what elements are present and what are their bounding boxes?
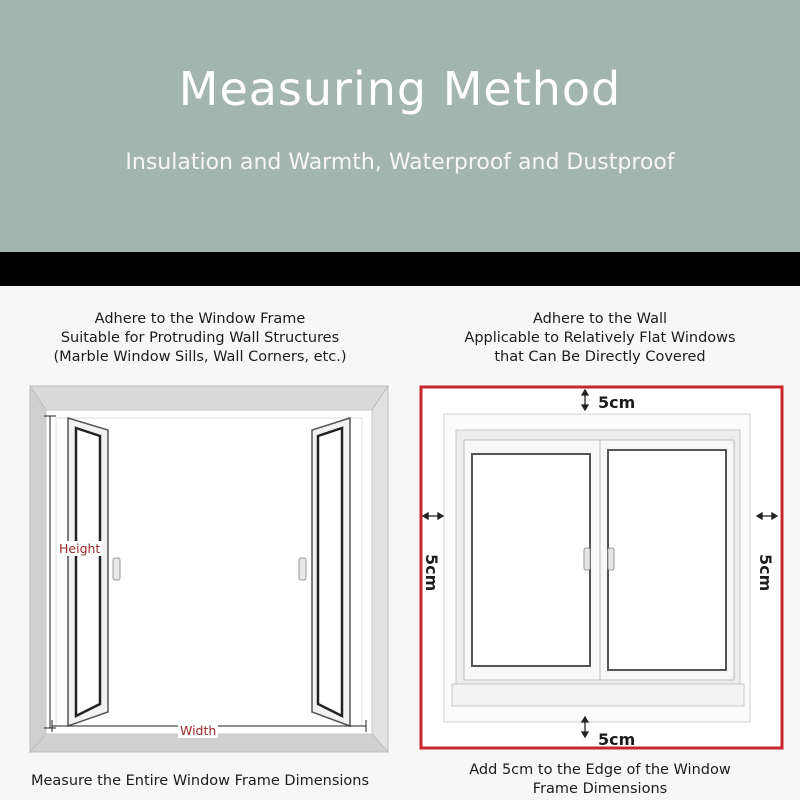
sliding-window-illustration bbox=[400, 384, 800, 764]
wall-method-footer bbox=[400, 761, 800, 799]
frame-method-panel bbox=[0, 286, 400, 800]
header-banner bbox=[0, 0, 800, 252]
wall-method-header bbox=[400, 310, 800, 367]
frame-method-footer: Measure the Entire Window Frame Dimensions bbox=[30, 773, 370, 789]
wall-method-title: Adhere to the Wall bbox=[532, 311, 668, 327]
frame-method-line-3: (Marble Window Sills, Wall Corners, etc.) bbox=[53, 349, 347, 365]
left-margin-label: 5cm bbox=[422, 554, 441, 592]
height-label: Height bbox=[59, 541, 101, 556]
frame-method-line-2: Suitable for Protruding Wall Structures bbox=[60, 330, 340, 346]
wall-method-line-3: that Can Be Directly Covered bbox=[494, 349, 706, 365]
wall-method-footer-line-2: Frame Dimensions bbox=[532, 781, 668, 797]
right-margin-label: 5cm bbox=[756, 554, 775, 592]
wall-method-footer-line-1: Add 5cm to the Edge of the Window bbox=[469, 762, 731, 778]
wall-method-line-2: Applicable to Relatively Flat Windows bbox=[464, 330, 736, 346]
page-subtitle: Insulation and Warmth, Waterproof and Dustproof bbox=[125, 150, 675, 175]
frame-method-header bbox=[0, 310, 400, 367]
wall-method-panel bbox=[400, 286, 800, 800]
top-margin-label: 5cm bbox=[598, 393, 636, 412]
divider-band bbox=[0, 252, 800, 286]
page-title: Measuring Method bbox=[178, 62, 622, 116]
width-label: Width bbox=[180, 723, 217, 738]
frame-method-title: Adhere to the Window Frame bbox=[94, 311, 306, 327]
bottom-margin-label: 5cm bbox=[598, 730, 636, 749]
casement-window-illustration bbox=[0, 382, 400, 782]
